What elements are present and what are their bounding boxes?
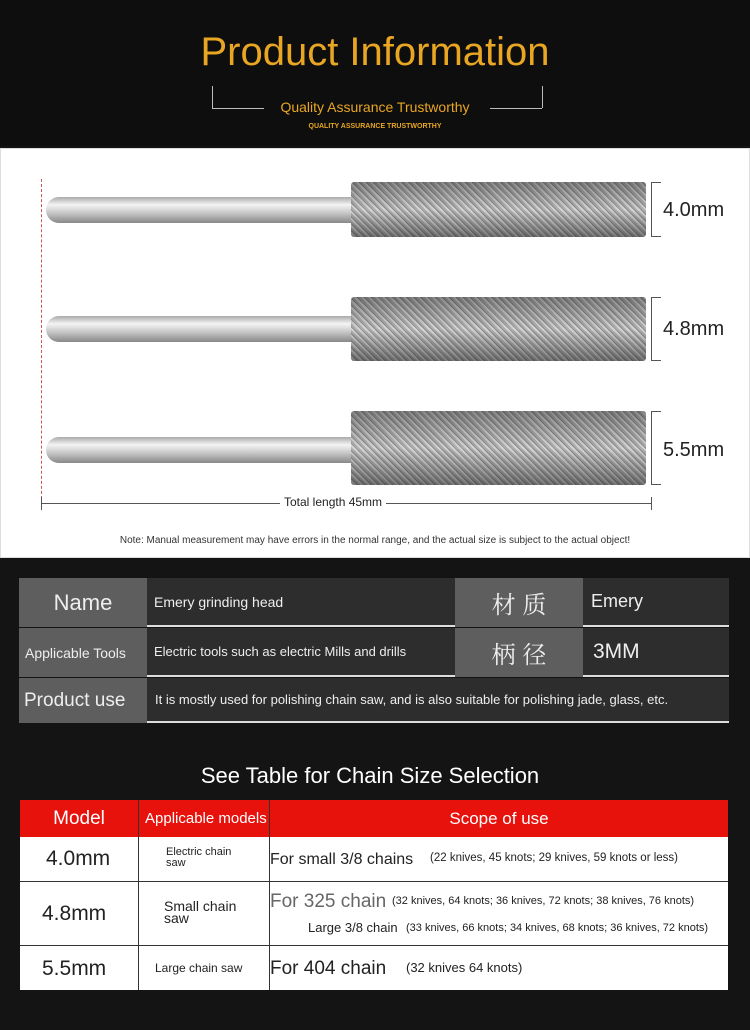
subtitle: Quality Assurance Trustworthy [280,99,470,115]
length-tick [41,497,42,510]
size-label: 5.5mm [663,439,725,461]
bit-head [351,411,646,485]
size-label: 4.0mm [663,199,725,221]
subtitle-small: QUALITY ASSURANCE TRUSTWORTHY [308,123,442,130]
header-banner [0,0,750,146]
name-value: Emery grinding head [147,578,455,627]
bit-shank [46,316,352,342]
model-cell: 4.8mm [42,902,107,925]
scope-cell: For 404 chain [270,958,387,979]
scope-detail: (33 knives, 66 knots; 34 knives, 68 knots; 36 knives, 72 knots) [406,922,709,934]
length-tick [651,497,652,510]
header-applicable: Applicable models [139,800,269,837]
scope-detail: (22 knives, 45 knots; 29 knives, 59 knots or less) [430,852,679,864]
tools-label: Applicable Tools [19,628,147,677]
shank-value: 3MM [583,628,729,677]
use-value: It is mostly used for polishing chain saw, and is also suitable for polishing jade, glass, etc. [147,678,729,723]
divider [20,881,728,882]
name-label: Name [19,578,147,627]
scope-detail: (32 knives 64 knots) [406,960,523,975]
scope-detail: (32 knives, 64 knots; 36 knives, 72 knots; 38 knives, 76 knots) [392,895,695,907]
dimension-bracket [651,182,661,237]
total-length: Total length 45mm [280,495,386,509]
bit-shank [46,197,352,223]
use-label: Product use [19,678,147,723]
shank-label: 柄 径 [455,628,583,677]
model-cell: 5.5mm [42,957,107,980]
header-model: Model [20,800,138,837]
material-value: Emery [583,578,729,627]
tools-value: Electric tools such as electric Mills and drills [147,628,455,677]
bit-head [351,297,646,361]
bit-head [351,182,646,237]
measurement-note: Note: Manual measurement may have errors in the normal range, and the actual size is subject to the actual object! [119,535,631,546]
divider [138,800,139,990]
divider [20,945,728,946]
material-label: 材 质 [455,578,583,627]
size-label: 4.8mm [663,318,725,340]
applicable-cell: Large chain saw [155,961,243,975]
applicable-cell: Small chain saw [164,898,237,926]
scope-cell: Large 3/8 chain [308,920,398,935]
bit-shank [46,437,352,463]
scope-cell: For 325 chain [270,891,387,912]
scope-cell: For small 3/8 chains [270,851,414,868]
dimension-bracket [651,297,661,361]
applicable-cell: Electric chain saw [166,846,232,869]
guide-line [41,179,42,509]
chain-table [20,800,728,990]
model-cell: 4.0mm [46,847,111,870]
dimension-bracket [651,411,661,485]
header-scope: Scope of use [270,800,728,837]
chain-table-title: See Table for Chain Size Selection [200,763,540,788]
page-title: Product Information [200,30,550,74]
